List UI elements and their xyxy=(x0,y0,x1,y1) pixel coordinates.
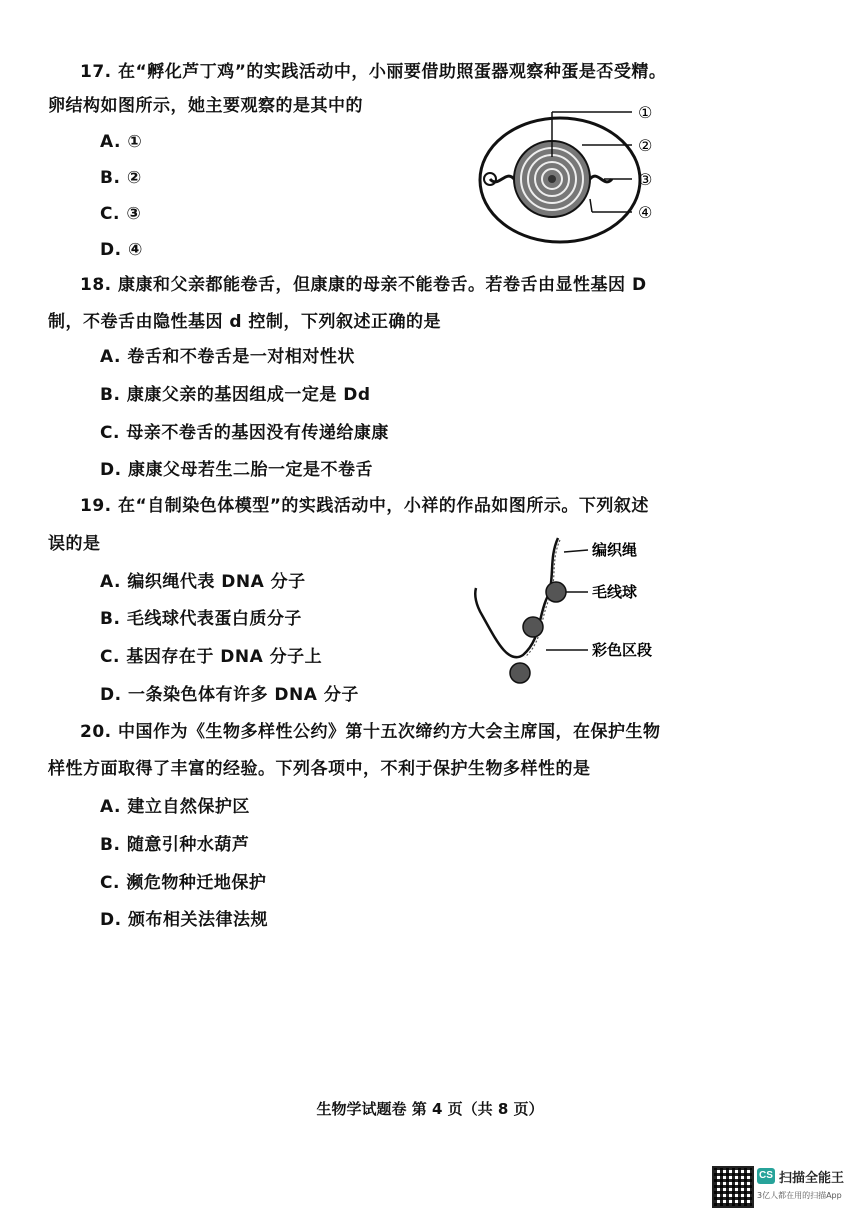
q17-option-c[interactable]: C. ③ xyxy=(100,204,142,224)
q17-stem-line2: 卵结构如图所示，她主要观察的是其中的 xyxy=(48,96,363,116)
chalaza-left xyxy=(490,176,514,182)
q18-option-d[interactable]: D. 康康父母若生二胎一定是不卷舌 xyxy=(100,460,373,480)
q19-stem-line1: 19. 在“自制染色体模型”的实践活动中，小祥的作品如图所示。下列叙述 xyxy=(80,496,649,516)
yarn-ball-3 xyxy=(510,663,530,683)
yarn-ball-1 xyxy=(546,582,566,602)
qr-code-icon xyxy=(712,1166,754,1208)
label-braided-cord: 编织绳 xyxy=(592,541,638,559)
q18-stem-line1: 18. 康康和父亲都能卷舌，但康康的母亲不能卷舌。若卷舌由显性基因 D xyxy=(80,275,647,295)
q20-option-a[interactable]: A. 建立自然保护区 xyxy=(100,797,250,817)
q18-stem-line2: 制，不卷舌由隐性基因 d 控制，下列叙述正确的是 xyxy=(48,312,442,332)
scanner-tagline: 3亿人都在用的扫描App xyxy=(757,1191,842,1200)
page-footer: 生物学试题卷 第 4 页（共 8 页） xyxy=(316,1100,544,1118)
egg-label-3: ③ xyxy=(638,170,653,189)
q17-option-a[interactable]: A. ① xyxy=(100,132,143,152)
q18-option-a[interactable]: A. 卷舌和不卷舌是一对相对性状 xyxy=(100,347,355,367)
q20-option-b[interactable]: B. 随意引种水葫芦 xyxy=(100,835,250,855)
q17-option-b[interactable]: B. ② xyxy=(100,168,142,188)
q19-option-c[interactable]: C. 基因存在于 DNA 分子上 xyxy=(100,647,323,667)
q19-stem-line2: 误的是 xyxy=(48,534,101,554)
q19-option-a[interactable]: A. 编织绳代表 DNA 分子 xyxy=(100,572,306,592)
q19-option-b[interactable]: B. 毛线球代表蛋白质分子 xyxy=(100,609,302,629)
scanner-app-name: 扫描全能王 xyxy=(779,1171,845,1186)
chromosome-model-diagram xyxy=(468,530,668,695)
q17-option-d[interactable]: D. ④ xyxy=(100,240,143,260)
q18-option-c[interactable]: C. 母亲不卷舌的基因没有传递给康康 xyxy=(100,423,389,443)
egg-label-4: ④ xyxy=(638,203,653,222)
q17-stem-line1: 17. 在“孵化芦丁鸡”的实践活动中，小丽要借助照蛋器观察种蛋是否受精。 xyxy=(80,62,667,82)
egg-label-1: ① xyxy=(638,103,653,122)
q18-option-b[interactable]: B. 康康父亲的基因组成一定是 Dd xyxy=(100,385,371,405)
leader-line-4 xyxy=(590,199,592,212)
q20-stem-line1: 20. 中国作为《生物多样性公约》第十五次缔约方大会主席国，在保护生物 xyxy=(80,722,661,742)
q20-stem-line2: 样性方面取得了丰富的经验。下列各项中，不利于保护生物多样性的是 xyxy=(48,759,591,779)
q20-option-d[interactable]: D. 颁布相关法律法规 xyxy=(100,910,268,930)
label-yarn-ball: 毛线球 xyxy=(592,583,638,601)
braided-cord-strand xyxy=(475,538,558,657)
egg-structure-diagram xyxy=(470,95,690,265)
egg-label-2: ② xyxy=(638,136,653,155)
label-color-segment: 彩色区段 xyxy=(592,641,653,659)
q20-option-c[interactable]: C. 濒危物种迁地保护 xyxy=(100,873,267,893)
yarn-ball-2 xyxy=(523,617,543,637)
camscanner-logo-icon: CS xyxy=(757,1168,775,1184)
q19-option-d[interactable]: D. 一条染色体有许多 DNA 分子 xyxy=(100,685,359,705)
